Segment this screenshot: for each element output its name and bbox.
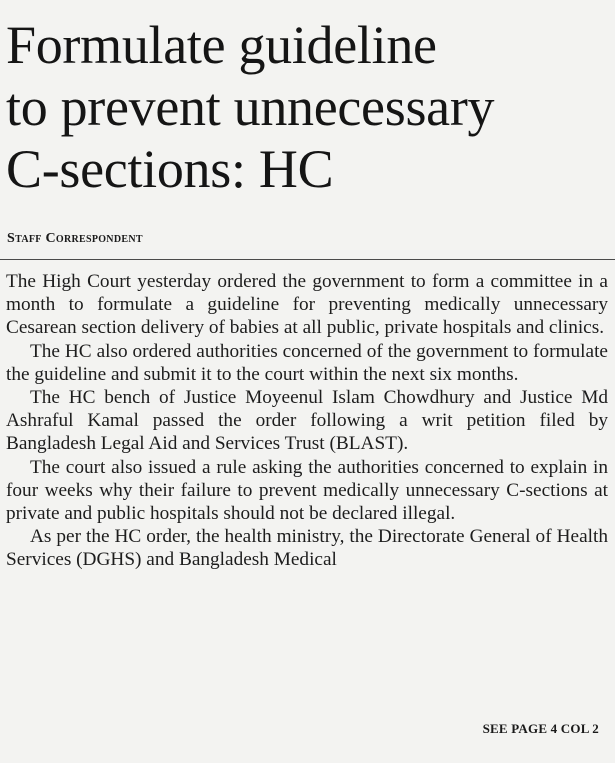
article-body [6,270,608,572]
article-paragraph: The High Court yesterday ordered the government to form a committee in a month to formulate a guideline for preventing medically unnecessary Cesarean section delivery of babies at all public, private hospitals and clinics. [6,271,608,339]
headline [6,14,606,200]
headline-line: Formulate guideline [6,15,437,75]
headline-line: to prevent unnecessary [6,77,495,137]
article-paragraph: The HC bench of Justice Moyeenul Islam Chowdhury and Justice Md Ashraful Kamal passed the order following a writ petition filed by Bangladesh Legal Aid and Services Trust (BLAST). [6,387,608,455]
article-paragraph: The court also issued a rule asking the authorities concerned to explain in four weeks why their failure to prevent medically unnecessary C-sections at private and public hospitals should not be declared illegal. [6,456,608,525]
continuation-jump: SEE PAGE 4 COL 2 [482,721,599,736]
byline: Staff Correspondent [7,231,143,246]
article-paragraph: The HC also ordered authorities concerned of the government to formulate the guideline and submit it to the court within the next six months. [6,340,608,385]
article-paragraph: As per the HC order, the health ministry, the Directorate General of Health Services (DGHS) and Bangladesh Medical [6,526,608,571]
byline-divider [0,259,615,260]
headline-line: C-sections: HC [6,139,334,199]
